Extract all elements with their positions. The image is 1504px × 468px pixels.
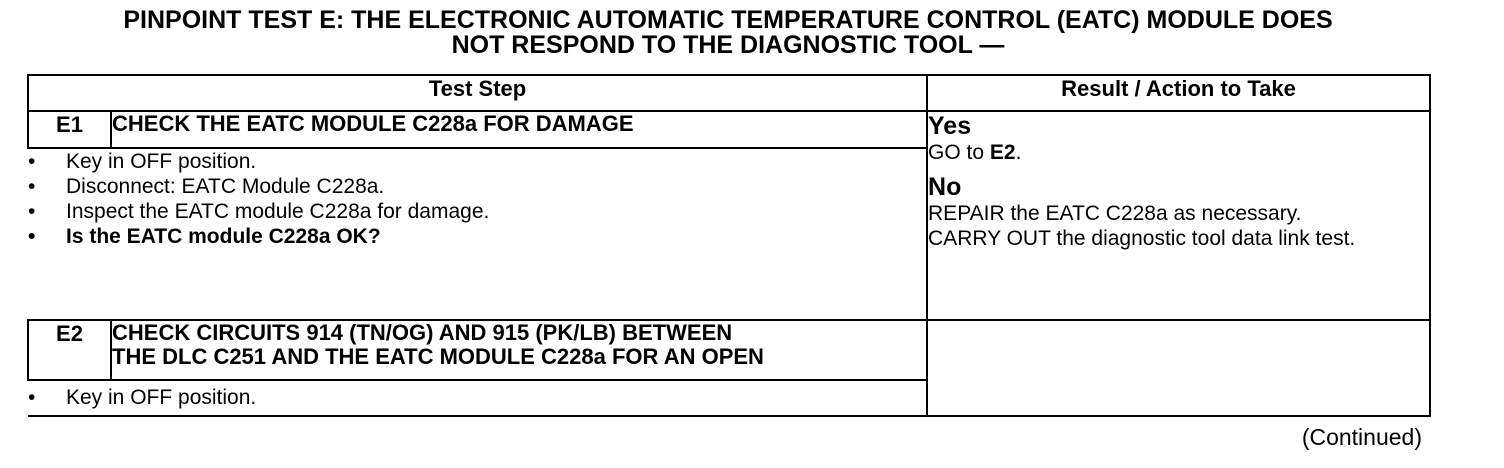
bullet-item: • Inspect the EATC module C228a for damage. [28, 200, 490, 223]
title-line-2: NOT RESPOND TO THE DIAGNOSTIC TOOL — [451, 31, 1005, 59]
yes-action: GO to E2. [928, 141, 1022, 164]
page-title [0, 8, 1456, 58]
header-result: Result / Action to Take [927, 75, 1430, 111]
step-bullets-e2 [28, 380, 927, 416]
step-title-e1: CHECK THE EATC MODULE C228a FOR DAMAGE [111, 111, 927, 148]
step-id-e1: E1 [28, 111, 111, 148]
result-cell-e1 [927, 111, 1430, 320]
title-line-1: PINPOINT TEST E: THE ELECTRONIC AUTOMATIC TEMPERATURE CONTROL (EATC) MODULE DOES [123, 6, 1333, 34]
bullet-item: • Key in OFF position. [28, 150, 257, 173]
pinpoint-test-table [27, 74, 1431, 417]
yes-target-link: E2 [989, 141, 1016, 164]
bullet-item: • Disconnect: EATC Module C228a. [28, 175, 385, 198]
no-action-2: CARRY OUT the diagnostic tool data link test. [928, 227, 1356, 250]
no-label: No [928, 173, 962, 201]
no-action-1: REPAIR the EATC C228a as necessary. [928, 202, 1302, 225]
step-title-e2: CHECK CIRCUITS 914 (TN/OG) AND 915 (PK/LB) BETWEEN THE DLC C251 AND THE EATC MODULE C228a FOR AN OPEN [111, 320, 927, 380]
result-cell-e2 [927, 320, 1430, 416]
continued-label: (Continued) [1301, 424, 1422, 450]
step-bullets-e1 [28, 148, 927, 320]
bullet-item: • Key in OFF position. [28, 386, 257, 409]
header-test-step: Test Step [28, 75, 927, 111]
step-id-e2: E2 [28, 320, 111, 380]
yes-label: Yes [928, 112, 972, 140]
bullet-item-question: • Is the EATC module C228a OK? [28, 225, 381, 248]
